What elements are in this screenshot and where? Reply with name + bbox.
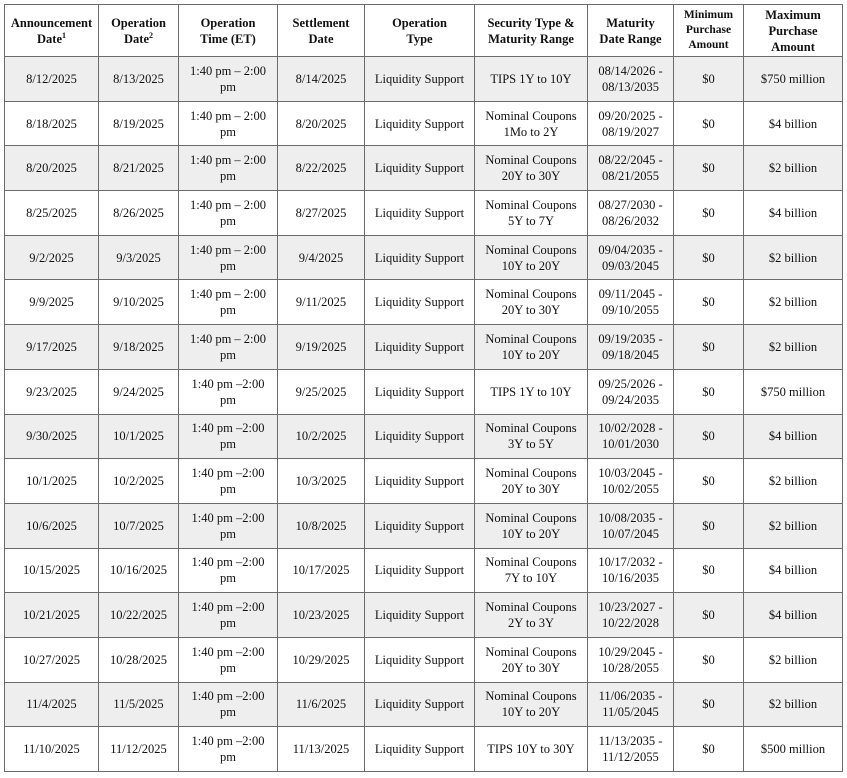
maturity-range-start: 11/13/2035 - — [598, 734, 663, 749]
table-row — [5, 682, 843, 727]
maturity-range-cell — [588, 101, 674, 146]
operation-time-cell: 1:40 pm –2:00 pm — [179, 459, 278, 504]
operation-type-cell: Liquidity Support — [365, 57, 475, 102]
announcement-date-cell: 9/17/2025 — [5, 325, 99, 370]
security-type-line2: 10Y to 20Y — [501, 347, 561, 362]
table-row — [5, 727, 843, 772]
settlement-date-cell: 10/29/2025 — [278, 637, 365, 682]
header-operation-type: Operation Type — [365, 5, 475, 57]
security-type-line2: 20Y to 30Y — [501, 303, 561, 318]
operation-date-cell: 8/19/2025 — [99, 101, 179, 146]
security-type-line1: Nominal Coupons — [485, 331, 577, 346]
settlement-date-cell: 11/13/2025 — [278, 727, 365, 772]
security-type-cell — [475, 57, 588, 102]
maturity-range-start: 10/29/2045 - — [598, 644, 663, 659]
table-row — [5, 101, 843, 146]
security-type-line1: Nominal Coupons — [485, 466, 577, 481]
operation-type-cell: Liquidity Support — [365, 235, 475, 280]
maturity-range-cell — [588, 369, 674, 414]
security-type-line2: 5Y to 7Y — [507, 213, 555, 228]
maturity-range-cell — [588, 325, 674, 370]
operation-date-cell: 8/13/2025 — [99, 57, 179, 102]
announcement-date-cell: 10/21/2025 — [5, 593, 99, 638]
minimum-purchase-cell: $0 — [674, 548, 744, 593]
table-row — [5, 280, 843, 325]
maturity-range-cell — [588, 593, 674, 638]
security-type-line1: Nominal Coupons — [485, 421, 577, 436]
minimum-purchase-cell: $0 — [674, 235, 744, 280]
maturity-range-start: 08/14/2026 - — [598, 63, 663, 78]
security-type-cell — [475, 459, 588, 504]
maturity-range-start: 10/03/2045 - — [598, 466, 663, 481]
operation-time-cell: 1:40 pm – 2:00 pm — [179, 235, 278, 280]
security-type-line2: 1Mo to 2Y — [503, 124, 559, 139]
settlement-date-cell: 8/22/2025 — [278, 146, 365, 191]
security-type-line1: Nominal Coupons — [485, 600, 577, 615]
security-type-cell — [475, 548, 588, 593]
operations-schedule-table — [4, 4, 843, 772]
announcement-date-cell: 9/2/2025 — [5, 235, 99, 280]
minimum-purchase-cell: $0 — [674, 191, 744, 236]
operation-type-cell: Liquidity Support — [365, 637, 475, 682]
maximum-purchase-cell: $2 billion — [744, 146, 843, 191]
security-type-line2: 20Y to 30Y — [501, 482, 561, 497]
security-type-line1: Nominal Coupons — [485, 108, 577, 123]
header-row — [5, 5, 843, 57]
minimum-purchase-cell: $0 — [674, 503, 744, 548]
operation-type-cell: Liquidity Support — [365, 682, 475, 727]
announcement-date-cell: 8/20/2025 — [5, 146, 99, 191]
security-type-cell — [475, 146, 588, 191]
minimum-purchase-cell: $0 — [674, 280, 744, 325]
maturity-range-end: 08/19/2027 — [602, 124, 659, 139]
security-type-line1: Nominal Coupons — [485, 689, 577, 704]
table-row — [5, 369, 843, 414]
security-type-line2: 7Y to 10Y — [504, 571, 558, 586]
maturity-range-start: 10/02/2028 - — [598, 421, 663, 436]
minimum-purchase-cell: $0 — [674, 146, 744, 191]
operation-type-cell: Liquidity Support — [365, 280, 475, 325]
announcement-date-cell: 9/9/2025 — [5, 280, 99, 325]
minimum-purchase-cell: $0 — [674, 57, 744, 102]
settlement-date-cell: 8/27/2025 — [278, 191, 365, 236]
maximum-purchase-cell: $2 billion — [744, 459, 843, 504]
maturity-range-end: 11/05/2045 — [602, 705, 659, 720]
security-type-line1: Nominal Coupons — [485, 644, 577, 659]
maximum-purchase-cell: $4 billion — [744, 191, 843, 236]
announcement-date-cell: 9/30/2025 — [5, 414, 99, 459]
operation-time-cell: 1:40 pm –2:00 pm — [179, 503, 278, 548]
maximum-purchase-cell: $2 billion — [744, 280, 843, 325]
announcement-date-cell: 10/1/2025 — [5, 459, 99, 504]
minimum-purchase-cell: $0 — [674, 414, 744, 459]
maximum-purchase-cell: $750 million — [744, 369, 843, 414]
security-type-cell — [475, 682, 588, 727]
table-row — [5, 459, 843, 504]
operation-type-cell: Liquidity Support — [365, 369, 475, 414]
settlement-date-cell: 10/3/2025 — [278, 459, 365, 504]
header-maturity-date-range: Maturity Date Range — [588, 5, 674, 57]
maturity-range-end: 11/12/2055 — [602, 750, 659, 765]
security-type-line1: Nominal Coupons — [485, 287, 577, 302]
minimum-purchase-cell: $0 — [674, 727, 744, 772]
security-type-line2: 10Y to 20Y — [501, 705, 561, 720]
maturity-range-cell — [588, 459, 674, 504]
header-security-type: Security Type & Maturity Range — [475, 5, 588, 57]
maturity-range-cell — [588, 280, 674, 325]
minimum-purchase-cell: $0 — [674, 593, 744, 638]
security-type-line1: Nominal Coupons — [485, 510, 577, 525]
operation-date-cell: 11/12/2025 — [99, 727, 179, 772]
operation-date-cell: 10/22/2025 — [99, 593, 179, 638]
maximum-purchase-cell: $4 billion — [744, 593, 843, 638]
settlement-date-cell: 9/11/2025 — [278, 280, 365, 325]
maturity-range-start: 10/08/2035 - — [598, 510, 663, 525]
operation-date-cell: 10/7/2025 — [99, 503, 179, 548]
maximum-purchase-cell: $500 million — [744, 727, 843, 772]
operation-date-cell: 8/26/2025 — [99, 191, 179, 236]
header-operation-time: Operation Time (ET) — [179, 5, 278, 57]
announcement-date-cell: 10/6/2025 — [5, 503, 99, 548]
security-type-line1: Nominal Coupons — [485, 555, 577, 570]
maturity-range-end: 10/02/2055 — [602, 482, 659, 497]
security-type-cell — [475, 101, 588, 146]
security-type-cell — [475, 503, 588, 548]
announcement-date-cell: 8/12/2025 — [5, 57, 99, 102]
operation-type-cell: Liquidity Support — [365, 191, 475, 236]
security-type-line1: TIPS 1Y to 10Y — [490, 384, 572, 399]
minimum-purchase-cell: $0 — [674, 459, 744, 504]
operation-type-cell: Liquidity Support — [365, 146, 475, 191]
operation-date-cell: 10/1/2025 — [99, 414, 179, 459]
maximum-purchase-cell: $4 billion — [744, 101, 843, 146]
table-row — [5, 57, 843, 102]
security-type-cell — [475, 325, 588, 370]
operation-time-cell: 1:40 pm –2:00 pm — [179, 414, 278, 459]
maturity-range-cell — [588, 146, 674, 191]
maturity-range-start: 11/06/2035 - — [598, 689, 663, 704]
table-row — [5, 637, 843, 682]
operation-date-cell: 8/21/2025 — [99, 146, 179, 191]
operation-type-cell: Liquidity Support — [365, 548, 475, 593]
maturity-range-end: 08/13/2035 — [602, 79, 659, 94]
maturity-range-cell — [588, 548, 674, 593]
security-type-line1: TIPS 10Y to 30Y — [487, 742, 575, 757]
operation-time-cell: 1:40 pm – 2:00 pm — [179, 325, 278, 370]
operation-date-cell: 10/2/2025 — [99, 459, 179, 504]
operation-time-cell: 1:40 pm – 2:00 pm — [179, 191, 278, 236]
maturity-range-start: 10/23/2027 - — [598, 600, 663, 615]
table-row — [5, 235, 843, 280]
maximum-purchase-cell: $2 billion — [744, 325, 843, 370]
operation-type-cell: Liquidity Support — [365, 325, 475, 370]
maturity-range-end: 10/16/2035 — [602, 571, 659, 586]
header-settlement-date: Settlement Date — [278, 5, 365, 57]
security-type-cell — [475, 235, 588, 280]
security-type-line1: TIPS 1Y to 10Y — [490, 71, 572, 86]
header-announcement-date: Announcement Date$^1$ — [5, 5, 99, 57]
maturity-range-end: 09/03/2045 — [602, 258, 659, 273]
announcement-date-cell: 8/25/2025 — [5, 191, 99, 236]
operation-time-cell: 1:40 pm –2:00 pm — [179, 548, 278, 593]
operation-type-cell: Liquidity Support — [365, 727, 475, 772]
maturity-range-start: 09/25/2026 - — [598, 376, 663, 391]
maturity-range-cell — [588, 414, 674, 459]
announcement-date-cell: 9/23/2025 — [5, 369, 99, 414]
security-type-cell — [475, 637, 588, 682]
security-type-cell — [475, 280, 588, 325]
table-row — [5, 503, 843, 548]
minimum-purchase-cell: $0 — [674, 682, 744, 727]
header-operation-date: Operation Date$^2$ — [99, 5, 179, 57]
settlement-date-cell: 10/8/2025 — [278, 503, 365, 548]
maximum-purchase-cell: $4 billion — [744, 548, 843, 593]
maturity-range-start: 10/17/2032 - — [598, 555, 663, 570]
maturity-range-cell — [588, 503, 674, 548]
operation-time-cell: 1:40 pm –2:00 pm — [179, 637, 278, 682]
operation-time-cell: 1:40 pm – 2:00 pm — [179, 57, 278, 102]
settlement-date-cell: 8/14/2025 — [278, 57, 365, 102]
operation-time-cell: 1:40 pm –2:00 pm — [179, 593, 278, 638]
announcement-date-cell: 10/27/2025 — [5, 637, 99, 682]
maximum-purchase-cell: $2 billion — [744, 682, 843, 727]
maturity-range-end: 09/18/2045 — [602, 347, 659, 362]
security-type-line1: Nominal Coupons — [485, 153, 577, 168]
maturity-range-start: 08/27/2030 - — [598, 197, 663, 212]
security-type-cell — [475, 414, 588, 459]
minimum-purchase-cell: $0 — [674, 101, 744, 146]
operation-type-cell: Liquidity Support — [365, 101, 475, 146]
operation-type-cell: Liquidity Support — [365, 503, 475, 548]
security-type-line2: 2Y to 3Y — [507, 616, 555, 631]
operation-date-cell: 10/28/2025 — [99, 637, 179, 682]
settlement-date-cell: 10/23/2025 — [278, 593, 365, 638]
announcement-date-cell: 10/15/2025 — [5, 548, 99, 593]
maturity-range-start: 09/20/2025 - — [598, 108, 663, 123]
maximum-purchase-cell: $2 billion — [744, 235, 843, 280]
maturity-range-end: 08/26/2032 — [602, 213, 659, 228]
maturity-range-cell — [588, 682, 674, 727]
table-row — [5, 414, 843, 459]
operation-time-cell: 1:40 pm – 2:00 pm — [179, 280, 278, 325]
minimum-purchase-cell: $0 — [674, 637, 744, 682]
security-type-cell — [475, 593, 588, 638]
operation-date-cell: 11/5/2025 — [99, 682, 179, 727]
maturity-range-cell — [588, 235, 674, 280]
settlement-date-cell: 9/4/2025 — [278, 235, 365, 280]
security-type-cell — [475, 191, 588, 236]
security-type-line1: Nominal Coupons — [485, 242, 577, 257]
maturity-range-cell — [588, 727, 674, 772]
security-type-line2: 20Y to 30Y — [501, 660, 561, 675]
settlement-date-cell: 8/20/2025 — [278, 101, 365, 146]
operation-date-cell: 9/10/2025 — [99, 280, 179, 325]
maturity-range-end: 10/01/2030 — [602, 437, 659, 452]
announcement-date-cell: 8/18/2025 — [5, 101, 99, 146]
table-row — [5, 548, 843, 593]
operation-date-cell: 9/3/2025 — [99, 235, 179, 280]
maturity-range-end: 10/22/2028 — [602, 616, 659, 631]
maximum-purchase-cell: $2 billion — [744, 503, 843, 548]
security-type-line2: 20Y to 30Y — [501, 169, 561, 184]
security-type-cell — [475, 369, 588, 414]
maturity-range-start: 09/04/2035 - — [598, 242, 663, 257]
maturity-range-start: 09/19/2035 - — [598, 331, 663, 346]
minimum-purchase-cell: $0 — [674, 369, 744, 414]
settlement-date-cell: 10/17/2025 — [278, 548, 365, 593]
operation-date-cell: 9/24/2025 — [99, 369, 179, 414]
minimum-purchase-cell: $0 — [674, 325, 744, 370]
operation-time-cell: 1:40 pm –2:00 pm — [179, 682, 278, 727]
settlement-date-cell: 9/25/2025 — [278, 369, 365, 414]
table-row — [5, 146, 843, 191]
security-type-cell — [475, 727, 588, 772]
operation-date-cell: 9/18/2025 — [99, 325, 179, 370]
maturity-range-end: 10/28/2055 — [602, 660, 659, 675]
maximum-purchase-cell: $2 billion — [744, 637, 843, 682]
header-maximum-purchase-amount: Maximum Purchase Amount — [744, 5, 843, 57]
maturity-range-start: 08/22/2045 - — [598, 153, 663, 168]
maturity-range-start: 09/11/2045 - — [598, 287, 663, 302]
announcement-date-cell: 11/10/2025 — [5, 727, 99, 772]
security-type-line2: 3Y to 5Y — [507, 437, 555, 452]
header-minimum-purchase-amount: Minimum Purchase Amount — [674, 5, 744, 57]
security-type-line1: Nominal Coupons — [485, 197, 577, 212]
operation-time-cell: 1:40 pm –2:00 pm — [179, 727, 278, 772]
maturity-range-cell — [588, 637, 674, 682]
security-type-line2: 10Y to 20Y — [501, 526, 561, 541]
security-type-line2: 10Y to 20Y — [501, 258, 561, 273]
maturity-range-end: 10/07/2045 — [602, 526, 659, 541]
settlement-date-cell: 9/19/2025 — [278, 325, 365, 370]
maximum-purchase-cell: $750 million — [744, 57, 843, 102]
maturity-range-cell — [588, 191, 674, 236]
operation-time-cell: 1:40 pm –2:00 pm — [179, 369, 278, 414]
maximum-purchase-cell: $4 billion — [744, 414, 843, 459]
table-row — [5, 593, 843, 638]
operation-type-cell: Liquidity Support — [365, 459, 475, 504]
maturity-range-end: 08/21/2055 — [602, 169, 659, 184]
operation-time-cell: 1:40 pm – 2:00 pm — [179, 146, 278, 191]
operation-type-cell: Liquidity Support — [365, 593, 475, 638]
operation-type-cell: Liquidity Support — [365, 414, 475, 459]
maturity-range-end: 09/10/2055 — [602, 303, 659, 318]
table-row — [5, 325, 843, 370]
operation-time-cell: 1:40 pm – 2:00 pm — [179, 101, 278, 146]
maturity-range-end: 09/24/2035 — [602, 392, 659, 407]
settlement-date-cell: 11/6/2025 — [278, 682, 365, 727]
settlement-date-cell: 10/2/2025 — [278, 414, 365, 459]
table-row — [5, 191, 843, 236]
announcement-date-cell: 11/4/2025 — [5, 682, 99, 727]
maturity-range-cell — [588, 57, 674, 102]
operation-date-cell: 10/16/2025 — [99, 548, 179, 593]
